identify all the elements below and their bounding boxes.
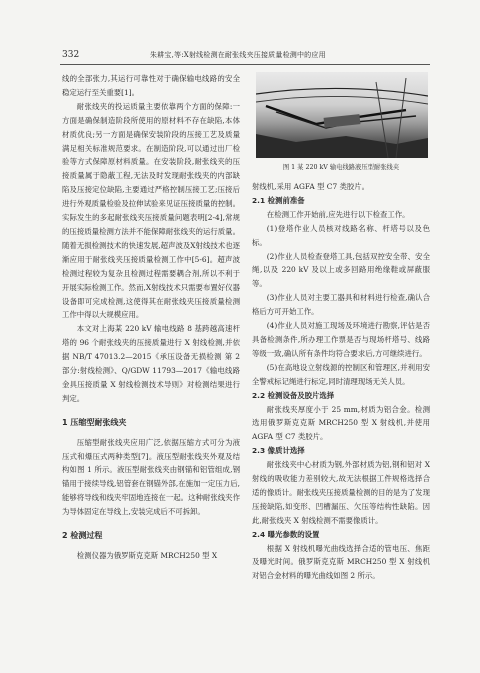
subsection-heading: 2.1 检测前准备 xyxy=(252,195,305,205)
photo-illustration xyxy=(256,72,428,158)
header-rule xyxy=(60,64,430,65)
paragraph: 在检测工作开始前,应先进行以下检查工作。 xyxy=(266,209,410,219)
subsection-heading: 2.3 像质计选择 xyxy=(252,446,305,456)
paragraph: 耐张线夹的投运质量主要依靠两个方面的保障:一方面是确保制造阶段所使用的原材料不存在缺陷,本体材质优良;另一方面是确保安装阶段的压接工艺及质量满足相关标准规范要求。在制造阶段,可以通过出厂检验等方式保障原材料质量。在安装阶段,耐张线夹的压接质量属于隐蔽工程,无法及时发现耐张线夹的内部缺陷及压接定位缺陷,主要通过严格控制压接工艺;压接后进行外观质量检验及拉伸试验来见证压接质量的控制。实际发生的多起耐张线夹压接质量问题表明[2-4],常规的压接质量检测方法并不能保障耐张线夹的运行质量。随着无损检测技术的快速发展,超声波及X射线技术也逐渐应用于耐张线夹压接质量检测工作中[5-6]。超声波检测过程较为复杂且检测过程需要耦合剂,所以不利于开展实际检测工作。然而,X射线技术只需要布置好仪器设备即可完成检测,这使得其在耐张线夹压接质量检测工作中得以大规模应用。 xyxy=(62,101,240,320)
running-title: 朱耕宝,等:X射线检测在耐张线夹压接质量检测中的应用 xyxy=(150,51,326,59)
section-heading: 2 检测过程 xyxy=(62,531,103,541)
subsection-heading: 2.2 检测设备及胶片选择 xyxy=(252,390,335,400)
section-heading: 1 压缩型耐张线夹 xyxy=(62,417,127,427)
page-header xyxy=(0,0,480,64)
figure-photo-tension-clamp xyxy=(256,72,428,158)
paragraph: 线的全部张力,其运行可靠性对于确保输电线路的安全稳定运行至关重要[1]。 xyxy=(62,74,240,97)
list-item: (5)在高地设立射线源的控制区和管理区,并利用安全警戒标记绳进行标定,同时清理现场无关人员。 xyxy=(252,362,430,386)
paragraph: 根据 X 射线机曝光曲线选择合适的管电压、焦距及曝光时间。俄罗斯克克斯 MRCH250 型 X 射线机对铝合金材料的曝光曲线如图 2 所示。 xyxy=(252,543,430,581)
page-number: 332 xyxy=(62,50,80,60)
paragraph: 本文对上海某 220 kV 输电线路 8 基跨越高速杆塔的 96 个耐张线夹的压接质量进行 X 射线检测,并依据 NB/T 47013.2—2015《承压设备无损检测 第 2 部分:射线检测》、Q/GDW 11793—2017《输电线路金具压接质量 X 射线检测技术导则》对检测结果进行判定。 xyxy=(62,324,240,403)
paragraph: 检测仪器为俄罗斯克克斯 MRCH250 型 X xyxy=(76,551,218,560)
paragraph: 射线机,采用 AGFA 型 C7 类胶片。 xyxy=(252,182,370,191)
paragraph: 压缩型耐张线夹应用广泛,依据压缩方式可分为液压式和爆压式两种类型[7]。液压型耐张线夹外观及结构如图 1 所示。液压型耐张线夹由钢锚和铝管组成,钢锚用于接续导线,铝管套在钢锚外部,在施加一定压力后,能够将导线和线夹牢固地连接在一起。这种耐张线夹作为导体固定在导线上,安装完成后不可拆卸。 xyxy=(62,437,240,517)
list-item: (4)作业人员对施工现场及环境进行勘察,评估是否具备检测条件,所办理工作票是否与现场杆塔号、线路等级一致,确认所有条件均符合要求后,方可继续进行。 xyxy=(252,321,430,358)
paragraph: 耐张线夹中心材质为钢,外部材质为铝,钢和铝对 X 射线的吸收能力差别较大,故无法根据工件规格选择合适的像质计。耐张线夹压接质量检测的目的是为了发现压接缺陷,如变形、凹槽漏压、欠压等结构性缺陷。因此,耐张线夹 X 射线检测不需要像质计。 xyxy=(252,460,430,525)
right-column xyxy=(252,180,430,583)
list-item: (2)作业人员检查登塔工具,包括双控安全带、安全绳,以及 220 kV 及以上或多回路用绝缘鞋或屏蔽服等。 xyxy=(252,251,430,289)
left-column xyxy=(62,72,240,563)
figure-caption: 图 1 某 220 kV 输电线路液压型耐张线夹 xyxy=(282,164,400,171)
list-item: (3)作业人员对主要工器具和材料进行检查,确认合格后方可开始工作。 xyxy=(252,293,430,317)
paragraph: 耐张线夹厚度小于 25 mm,材质为铝合金。检测选用俄罗斯克克斯 MRCH250 型 X 射线机,并使用 AGFA 型 C7 类胶片。 xyxy=(252,404,430,442)
subsection-heading: 2.4 曝光参数的设置 xyxy=(252,529,320,539)
list-item: (1)登塔作业人员核对线路名称、杆塔号以及色标。 xyxy=(252,223,430,247)
